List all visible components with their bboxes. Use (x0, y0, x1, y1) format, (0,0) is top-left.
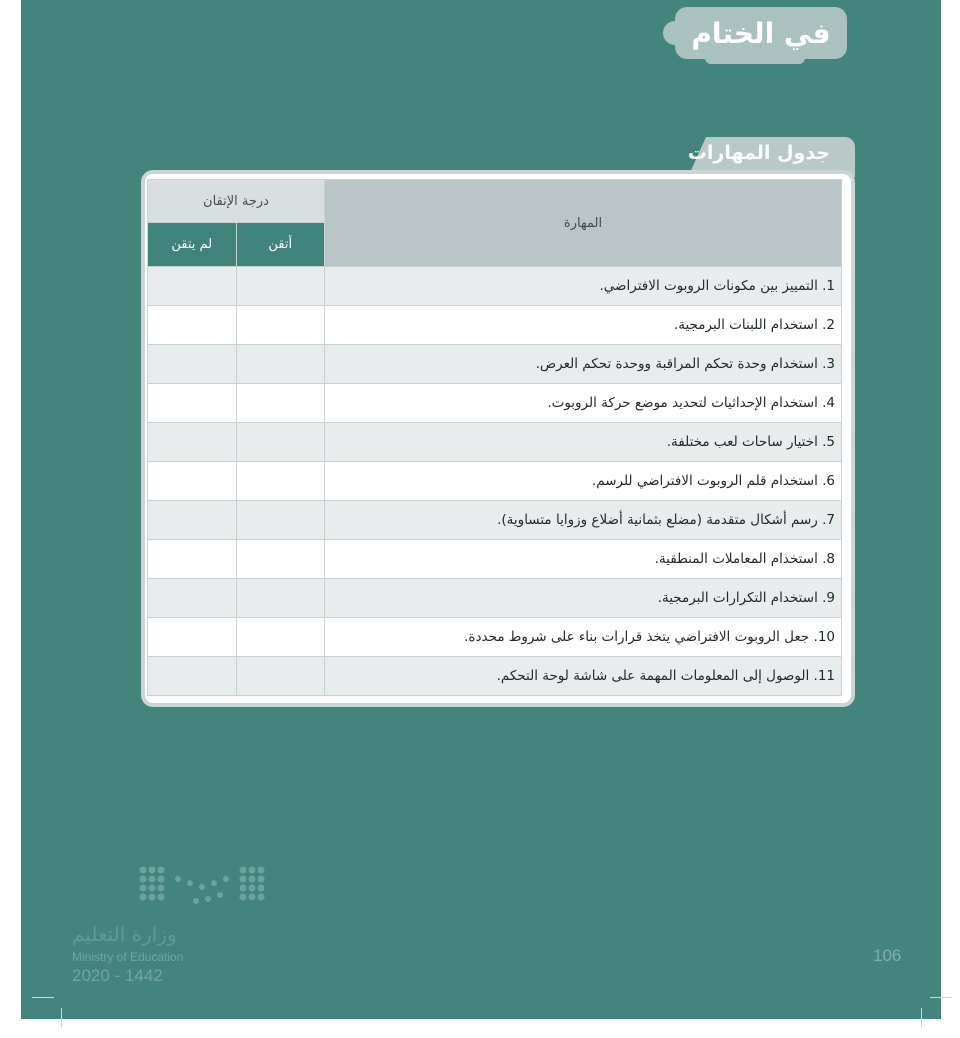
table-row (148, 267, 842, 306)
ministry-logo-dots-icon (138, 865, 274, 911)
skill-column-header: المهارة (325, 180, 842, 267)
skill-cell (325, 423, 842, 462)
ministry-logo (72, 862, 272, 992)
skill-number: 4 (826, 395, 835, 411)
page-number: 106 (873, 946, 902, 965)
mastered-checkbox-cell[interactable] (236, 657, 325, 696)
skill-cell (325, 657, 842, 696)
skill-number: 8 (826, 551, 835, 567)
skill-cell (325, 306, 842, 345)
mastery-column-header: درجة الإتقان (148, 180, 325, 223)
not-mastered-checkbox-cell[interactable] (148, 657, 237, 696)
not-mastered-checkbox-cell[interactable] (148, 423, 237, 462)
not-mastered-checkbox-cell[interactable] (148, 267, 237, 306)
not-mastered-column-header: لم يتقن (148, 223, 237, 267)
skill-text: . رسم أشكال متقدمة (مضلع بثمانية أضلاع وزوايا متساوية). (497, 512, 827, 528)
table-row (148, 540, 842, 579)
mastered-checkbox-cell[interactable] (236, 462, 325, 501)
crop-mark (930, 997, 952, 998)
table-row (148, 579, 842, 618)
skill-number: 9 (826, 590, 835, 606)
not-mastered-checkbox-cell[interactable] (148, 306, 237, 345)
not-mastered-checkbox-cell[interactable] (148, 345, 237, 384)
not-mastered-checkbox-cell[interactable] (148, 462, 237, 501)
skill-text: . استخدام الإحداثيات لتحديد موضع حركة الروبوت. (547, 395, 827, 411)
skill-number: 10 (817, 629, 835, 645)
table-row (148, 345, 842, 384)
ministry-name-arabic: وزارة التعليم (72, 922, 177, 946)
table-row (148, 384, 842, 423)
skill-cell (325, 267, 842, 306)
skill-text: . استخدام وحدة تحكم المراقبة ووحدة تحكم العرض. (535, 356, 827, 372)
skill-cell (325, 345, 842, 384)
skill-number: 3 (826, 356, 835, 372)
not-mastered-checkbox-cell[interactable] (148, 579, 237, 618)
skill-cell (325, 462, 842, 501)
mastered-checkbox-cell[interactable] (236, 306, 325, 345)
table-row (148, 423, 842, 462)
skill-cell (325, 384, 842, 423)
skill-text: . التمييز بين مكونات الروبوت الافتراضي. (599, 278, 827, 294)
skill-cell (325, 579, 842, 618)
page-title: في الختام (691, 16, 831, 50)
crop-mark (921, 1008, 922, 1028)
skill-text: . الوصول إلى المعلومات المهمة على شاشة لوحة التحكم. (496, 668, 818, 684)
skills-table (147, 179, 842, 696)
table-row (148, 618, 842, 657)
skill-number: 5 (826, 434, 835, 450)
table-row (148, 306, 842, 345)
skill-number: 7 (826, 512, 835, 528)
not-mastered-checkbox-cell[interactable] (148, 384, 237, 423)
crop-mark (61, 1008, 62, 1028)
mastered-checkbox-cell[interactable] (236, 423, 325, 462)
table-row (148, 657, 842, 696)
crop-mark (32, 997, 54, 998)
skill-cell (325, 540, 842, 579)
table-row (148, 462, 842, 501)
not-mastered-checkbox-cell[interactable] (148, 618, 237, 657)
not-mastered-checkbox-cell[interactable] (148, 540, 237, 579)
mastered-checkbox-cell[interactable] (236, 579, 325, 618)
mastered-checkbox-cell[interactable] (236, 540, 325, 579)
mastered-column-header: أتقن (236, 223, 325, 267)
skill-text: . اختيار ساحات لعب مختلفة. (666, 434, 827, 450)
ministry-year: 2020 - 1442 (72, 966, 163, 985)
skill-text: . استخدام التكرارات البرمجية. (657, 590, 827, 606)
mastered-checkbox-cell[interactable] (236, 501, 325, 540)
ministry-name-english: Ministry of Education (72, 950, 184, 964)
chapter-title-tab (675, 7, 847, 59)
not-mastered-checkbox-cell[interactable] (148, 501, 237, 540)
skill-text: . جعل الروبوت الافتراضي يتخذ قرارات بناء على شروط محددة. (464, 629, 818, 645)
skill-text: . استخدام قلم الروبوت الافتراضي للرسم. (591, 473, 827, 489)
skill-cell (325, 501, 842, 540)
mastered-checkbox-cell[interactable] (236, 345, 325, 384)
mastered-checkbox-cell[interactable] (236, 618, 325, 657)
skill-number: 2 (826, 317, 835, 333)
section-title: جدول المهارات (687, 142, 830, 164)
mastered-checkbox-cell[interactable] (236, 267, 325, 306)
skill-cell (325, 618, 842, 657)
skill-number: 11 (817, 668, 835, 684)
skill-text: . استخدام اللبنات البرمجية. (673, 317, 827, 333)
mastered-checkbox-cell[interactable] (236, 384, 325, 423)
skill-number: 6 (826, 473, 835, 489)
skill-number: 1 (826, 278, 835, 294)
table-row (148, 501, 842, 540)
skill-text: . استخدام المعاملات المنطقية. (654, 551, 827, 567)
